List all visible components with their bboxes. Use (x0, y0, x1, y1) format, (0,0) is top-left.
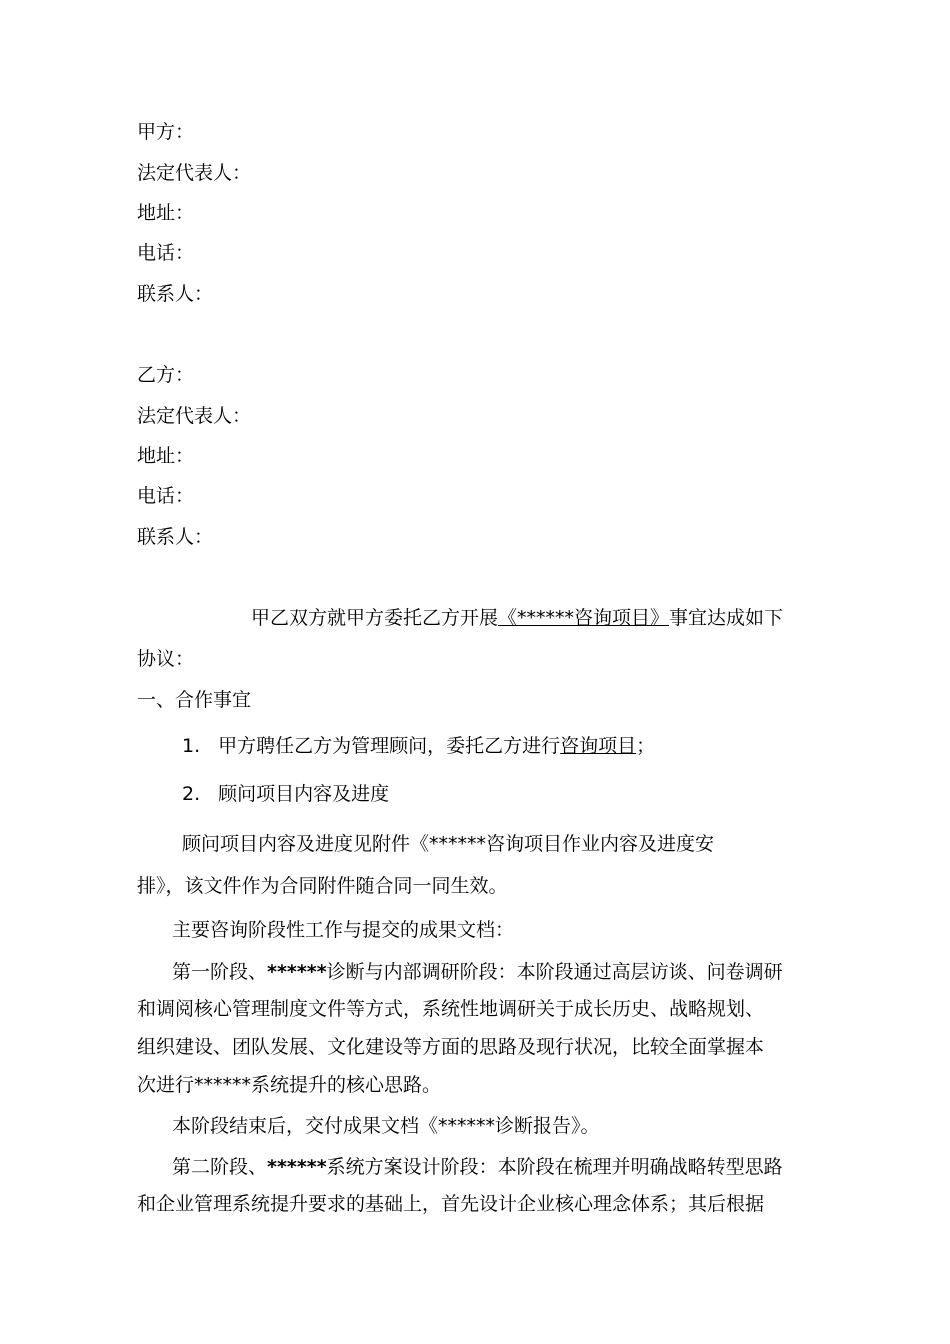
phase1-line1-rest: 诊断与内部调研阶段：本阶段通过高层访谈、问卷调研 (326, 961, 783, 983)
item2-number: 2. (182, 783, 201, 805)
phase1-deliverable: 本阶段结束后，交付成果文档《******诊断报告》。 (172, 1115, 600, 1137)
phase1-prefix: 第一阶段、 (172, 961, 268, 983)
preamble-line2: 协议： (137, 648, 195, 670)
section1-heading: 一、合作事宜 (137, 689, 252, 711)
phase1-line3: 组织建设、团队发展、文化建设等方面的思路及现行状况，比较全面掌握本 (137, 1036, 765, 1058)
phase1-line1 (172, 960, 783, 984)
phase2-line1-rest: 系统方案设计阶段：本阶段在梳理并明确战略转型思路 (326, 1156, 783, 1178)
party-b-name-label: 乙方： (137, 364, 195, 386)
body-p1-line2: 排》，该文件作为合同附件随合同一同生效。 (137, 875, 508, 897)
phase2-line2: 和企业管理系统提升要求的基础上，首先设计企业核心理念体系；其后根据 (137, 1193, 765, 1215)
party-b-phone-label: 电话： (137, 485, 195, 507)
phase1-stars: ****** (267, 961, 327, 983)
body-p1-line1: 顾问项目内容及进度见附件《******咨询项目作业内容及进度安 (182, 833, 715, 855)
item1-number: 1. (182, 735, 201, 757)
phase1-line2: 和调阅核心管理制度文件等方式，系统性地调研关于成长历史、战略规划、 (137, 998, 765, 1020)
party-a-phone-label: 电话： (137, 242, 195, 264)
phase1-line4: 次进行******系统提升的核心思路。 (137, 1074, 442, 1096)
phase2-line1 (172, 1155, 783, 1179)
phase2-stars: ****** (267, 1156, 327, 1178)
party-a-address-label: 地址： (137, 202, 195, 224)
body-p2: 主要咨询阶段性工作与提交的成果文档： (172, 919, 515, 941)
preamble-line1 (251, 606, 783, 630)
party-a-rep-label: 法定代表人： (137, 162, 252, 184)
item1-punct: ； (636, 735, 656, 757)
section1-item2 (182, 782, 389, 806)
item2-text: 顾问项目内容及进度 (218, 783, 390, 805)
preamble-project-title: 《******咨询项目》 (498, 607, 670, 629)
preamble-before: 甲乙双方就甲方委托乙方开展 (251, 607, 499, 629)
item1-consulting-project: 咨询项目 (560, 735, 637, 757)
party-a-name-label: 甲方： (137, 121, 195, 143)
item1-text: 甲方聘任乙方为管理顾问，委托乙方进行 (218, 735, 561, 757)
party-b-rep-label: 法定代表人： (137, 405, 252, 427)
party-a-contact-label: 联系人： (137, 283, 214, 305)
party-b-contact-label: 联系人： (137, 526, 214, 548)
section1-item1 (182, 734, 655, 758)
preamble-after: 事宜达成如下 (669, 607, 784, 629)
phase2-prefix: 第二阶段、 (172, 1156, 268, 1178)
party-b-address-label: 地址： (137, 445, 195, 467)
